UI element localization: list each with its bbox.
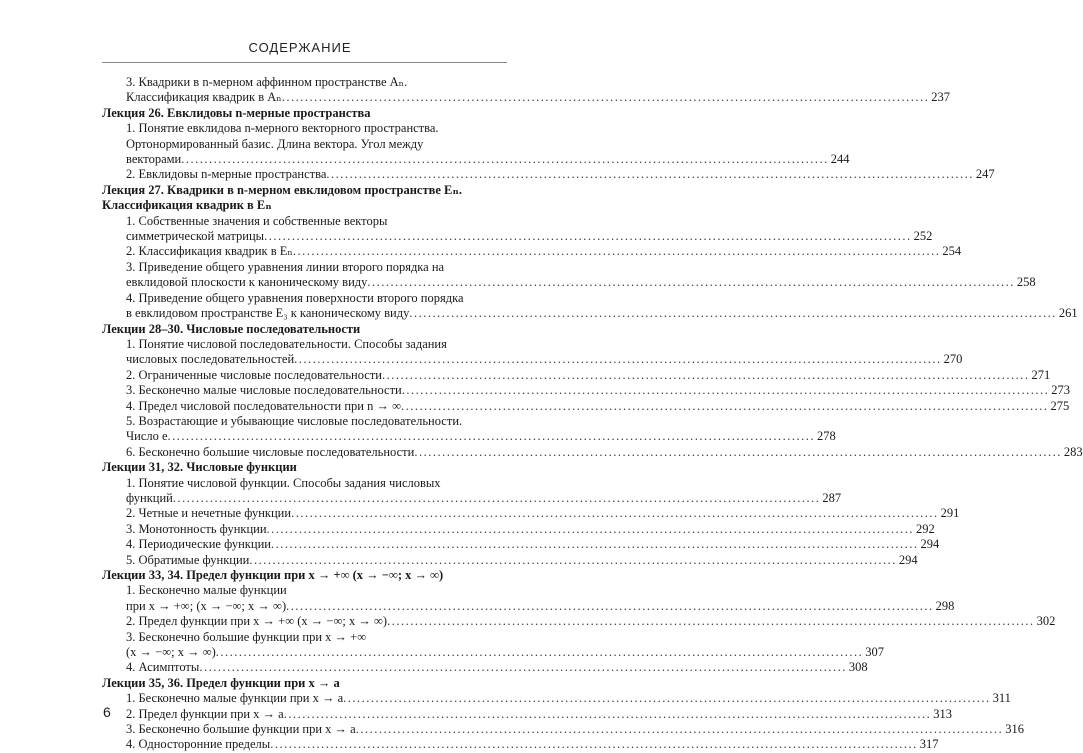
toc-entry-text: 1. Понятие евклидова n-мерного векторного пространства. xyxy=(126,121,439,136)
toc-entry-text: 2. Ограниченные числовые последовательности xyxy=(126,367,382,382)
toc-entry-line xyxy=(126,706,952,722)
toc-entry-text: 3. Бесконечно малые числовые последовательности xyxy=(126,383,402,398)
toc-page-number: 308 xyxy=(848,660,868,675)
toc-page-number: 294 xyxy=(920,537,940,552)
leader-dots xyxy=(282,90,930,105)
toc-entry xyxy=(102,213,933,245)
leader-dots xyxy=(181,152,829,167)
toc-entry xyxy=(102,629,885,661)
toc-entry xyxy=(102,583,955,614)
toc-page-number: 270 xyxy=(943,352,963,367)
toc-entry-text: 4. Приведение общего уравнения поверхности второго порядка xyxy=(126,290,464,305)
toc-section-text: Лекция 26. Евклидовы n-мерные пространства xyxy=(102,105,371,120)
toc-page-number: 244 xyxy=(830,152,850,167)
toc-entry-text: 2. Предел функции при x → a xyxy=(126,706,284,721)
toc-page-number: 298 xyxy=(935,598,955,613)
toc-entry-text: Число e xyxy=(126,429,168,444)
toc-entry xyxy=(102,444,1083,460)
toc-entry xyxy=(102,706,952,722)
toc-section-heading xyxy=(102,460,507,475)
toc-page-number: 294 xyxy=(898,552,918,567)
toc-entry-text: 1. Бесконечно малые функции при x → a xyxy=(126,691,344,706)
toc-section-text: Лекции 28–30. Числовые последовательности xyxy=(102,321,361,336)
toc-entry-line xyxy=(126,167,995,182)
toc-entry xyxy=(102,506,960,521)
leader-dots xyxy=(401,399,1049,414)
toc-page-number: 237 xyxy=(931,90,950,105)
toc-entry-line xyxy=(126,444,1083,460)
toc-entry-text: функций xyxy=(126,490,173,505)
toc-entry-text: 3. Бесконечно большие функции при x → a xyxy=(126,722,356,737)
toc-page-number: 292 xyxy=(916,521,935,536)
leader-dots xyxy=(402,383,1050,398)
toc-entry-text: 3. Бесконечно большие функции при x → +∞ xyxy=(126,629,367,644)
leader-dots xyxy=(326,167,974,182)
toc-entry xyxy=(102,475,842,507)
toc-entry-text: числовых последовательностей xyxy=(126,352,295,367)
toc-entry-line xyxy=(126,306,1078,321)
toc-entry xyxy=(102,167,995,182)
leader-dots xyxy=(291,506,939,521)
leader-dots xyxy=(264,229,912,244)
toc-entry xyxy=(102,336,963,368)
toc-entry xyxy=(102,614,1056,629)
page-header-title: СОДЕРЖАНИЕ xyxy=(248,40,352,55)
toc-entry-line xyxy=(126,244,962,259)
toc-entry-text: при x → +∞; (x → −∞; x → ∞) xyxy=(126,598,287,613)
leader-dots xyxy=(284,707,932,722)
toc-entry-line xyxy=(126,521,935,537)
toc-section-heading xyxy=(102,568,507,583)
header-rule xyxy=(102,62,507,63)
toc-entry-line xyxy=(126,152,850,167)
toc-page-number: 261 xyxy=(1058,306,1078,321)
toc-entry xyxy=(102,259,1036,291)
toc-entry xyxy=(102,521,935,537)
leader-dots xyxy=(271,537,919,552)
toc-page-number: 316 xyxy=(1005,722,1024,737)
leader-dots xyxy=(199,660,847,675)
toc-page-number: 275 xyxy=(1050,398,1070,413)
toc-entry-line xyxy=(126,552,918,568)
toc-entry-text: 3. Квадрики в n-мерном аффинном пространстве Aₙ. xyxy=(126,75,408,89)
toc-page-number: 273 xyxy=(1051,383,1070,398)
toc-entry-text: в евклидовом пространстве E₃ к каноническому виду xyxy=(126,306,410,321)
toc-section-text: Лекции 31, 32. Числовые функции xyxy=(102,460,297,475)
toc-entry-text: 2. Классификация квадрик в Eₙ xyxy=(126,244,293,259)
toc-entry-line xyxy=(126,691,1011,706)
toc-page-number: 278 xyxy=(817,429,836,444)
leader-dots xyxy=(286,599,934,614)
toc-entry-text: симметрической матрицы xyxy=(126,229,265,244)
toc-entry-text: Ортонормированный базис. Длина вектора. Угол между xyxy=(126,136,424,151)
toc-page-number: 258 xyxy=(1016,275,1036,290)
leader-dots xyxy=(367,275,1015,290)
toc-entry-line xyxy=(126,614,1056,629)
leader-dots xyxy=(387,614,1035,629)
toc-page-number: 287 xyxy=(822,490,842,505)
toc-entry-text: 4. Асимптоты xyxy=(126,660,200,675)
toc-section-heading xyxy=(102,676,507,691)
toc-page-number: 291 xyxy=(940,506,960,521)
toc-page-number: 252 xyxy=(913,229,933,244)
toc-entry xyxy=(102,398,1070,414)
toc-entry-line xyxy=(126,598,955,614)
toc-entry-line xyxy=(126,737,939,752)
toc-entry xyxy=(102,660,868,675)
toc-entry xyxy=(102,413,836,445)
toc-entry-line xyxy=(126,490,842,506)
table-of-contents xyxy=(102,75,1083,753)
toc-entry-text: 3. Монотонность функции xyxy=(126,521,267,536)
toc-entry-line xyxy=(126,537,940,552)
leader-dots xyxy=(293,244,941,259)
toc-entry xyxy=(102,722,1024,737)
toc-entry-line xyxy=(126,90,950,105)
toc-entry-text: евклидовой плоскости к каноническому виду xyxy=(126,275,368,290)
toc-section-heading xyxy=(102,322,507,337)
leader-dots xyxy=(249,553,897,568)
toc-entry-line xyxy=(126,722,1024,737)
toc-entry-text: 5. Возрастающие и убывающие числовые последовательности. xyxy=(126,413,463,428)
toc-entry xyxy=(102,121,850,167)
toc-entry xyxy=(102,691,1011,706)
leader-dots xyxy=(343,691,991,706)
toc-entry-line xyxy=(126,660,868,675)
toc-entry xyxy=(102,383,1070,398)
toc-entry-text: 2. Евклидовы n-мерные пространства xyxy=(126,167,327,182)
toc-section-heading xyxy=(102,106,507,121)
toc-page-number: 271 xyxy=(1031,367,1051,382)
toc-entry-text: 1. Понятие числовой функции. Способы задания числовых xyxy=(126,475,441,490)
leader-dots xyxy=(409,306,1057,321)
leader-dots xyxy=(173,491,821,506)
leader-dots xyxy=(294,352,942,367)
toc-entry-line xyxy=(126,275,1036,290)
toc-entry-text: 1. Собственные значения и собственные векторы xyxy=(126,213,388,228)
toc-entry-text: 4. Предел числовой последовательности при n → ∞ xyxy=(126,398,402,413)
toc-entry-text: Классификация квадрик в Aₙ xyxy=(126,90,282,105)
toc-entry xyxy=(102,737,939,752)
leader-dots xyxy=(382,368,1030,383)
toc-page-number: 307 xyxy=(865,645,885,660)
toc-entry-line xyxy=(126,645,885,660)
toc-entry xyxy=(102,244,962,259)
toc-entry xyxy=(102,367,1051,383)
toc-entry-text: 4. Односторонние пределы xyxy=(126,737,271,752)
toc-entry-line xyxy=(126,352,963,367)
toc-section-heading xyxy=(102,183,507,214)
toc-entry-line xyxy=(126,429,836,444)
toc-entry-text: 1. Понятие числовой последовательности. Способы задания xyxy=(126,336,447,351)
toc-entry-text: векторами xyxy=(126,152,182,167)
toc-page-number: 247 xyxy=(975,167,995,182)
leader-dots xyxy=(216,645,864,660)
toc-entry xyxy=(102,537,940,552)
toc-entry-line xyxy=(126,383,1070,398)
toc-entry-text: 1. Бесконечно малые функции xyxy=(126,583,287,598)
toc-entry-line xyxy=(126,506,960,521)
page-number: 6 xyxy=(103,704,111,720)
toc-entry xyxy=(102,552,918,568)
toc-entry xyxy=(102,75,950,106)
toc-section-text: Лекция 27. Квадрики в n-мерном евклидовом пространстве Eₙ. xyxy=(102,182,462,197)
toc-section-text: Классификация квадрик в Eₙ xyxy=(102,198,272,213)
toc-page-number: 313 xyxy=(933,706,952,721)
toc-section-text: Лекции 33, 34. Предел функции при x → +∞ (x → −∞; x → ∞) xyxy=(102,568,444,582)
leader-dots xyxy=(270,737,918,752)
toc-entry xyxy=(102,290,1078,322)
toc-page-number: 311 xyxy=(992,691,1011,706)
leader-dots xyxy=(267,522,915,537)
toc-entry-line xyxy=(126,398,1070,414)
toc-entry-line xyxy=(126,229,933,244)
leader-dots xyxy=(356,722,1004,737)
toc-entry-text: 3. Приведение общего уравнения линии второго порядка на xyxy=(126,259,445,274)
toc-page-number: 302 xyxy=(1036,614,1056,629)
toc-page-number: 317 xyxy=(919,737,939,752)
toc-entry-text: 2. Четные и нечетные функции xyxy=(126,506,292,521)
toc-entry-text: 5. Обратимые функции xyxy=(126,552,250,567)
leader-dots xyxy=(168,429,816,444)
toc-entry-line xyxy=(126,367,1051,383)
toc-entry-text: 4. Периодические функции xyxy=(126,537,271,552)
toc-page-number: 254 xyxy=(942,244,962,259)
toc-section-text: Лекции 35, 36. Предел функции при x → a xyxy=(102,675,340,690)
toc-entry-text: 6. Бесконечно большие числовые последовательности xyxy=(126,444,415,459)
toc-page-number: 283 xyxy=(1063,444,1083,459)
toc-entry-text: 2. Предел функции при x → +∞ (x → −∞; x → ∞) xyxy=(126,614,388,629)
leader-dots xyxy=(414,445,1062,460)
toc-entry-text: (x → −∞; x → ∞) xyxy=(126,645,216,660)
